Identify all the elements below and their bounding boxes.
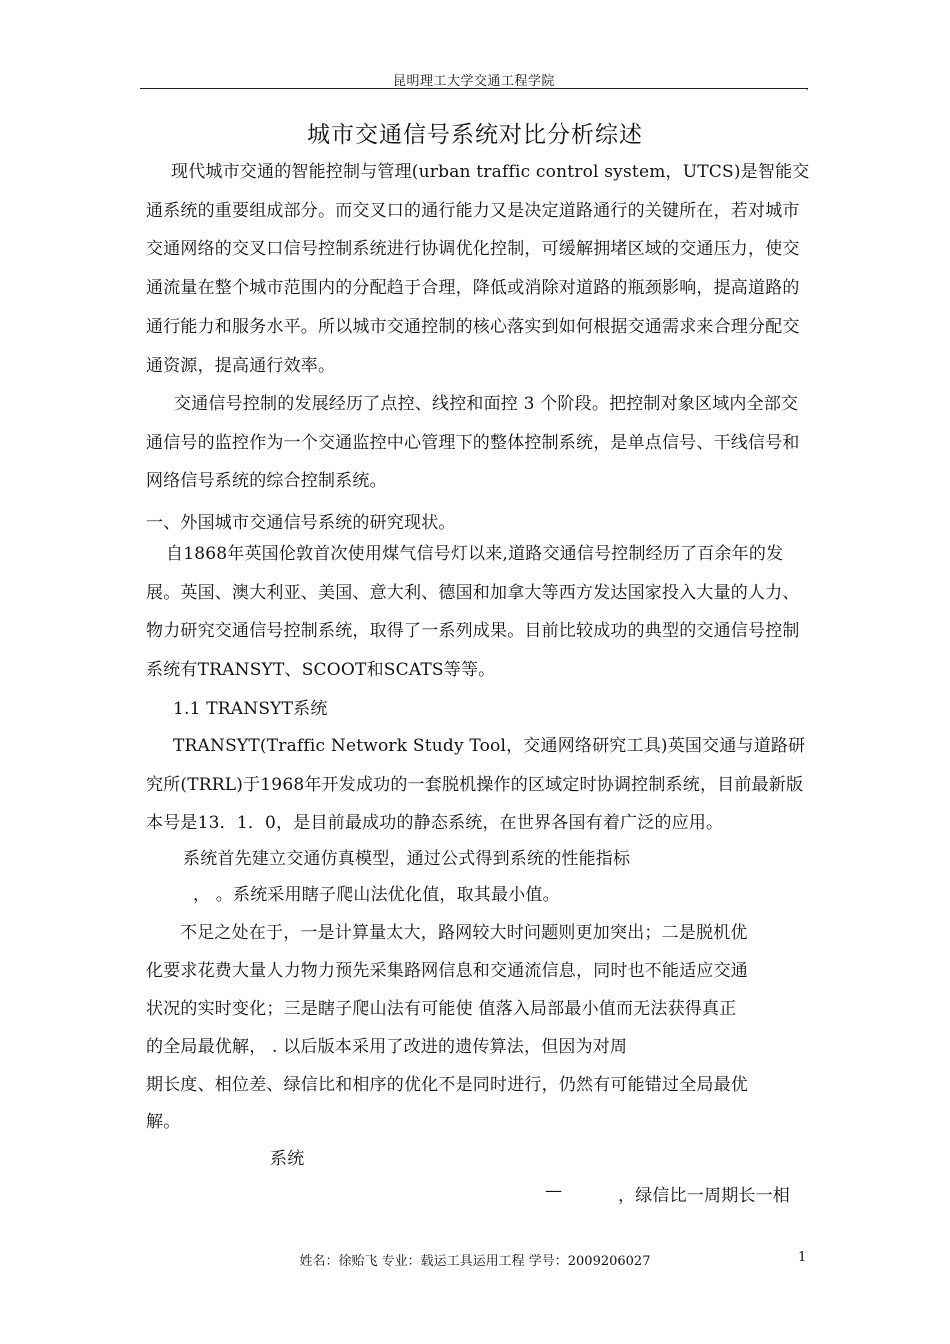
- paragraph-transyt: TRANSYT(Traffic Network Study Tool，交通网络研究工具)英国交通与道路研究所(TRRL)于1968年开发成功的一套脱机操作的区域定时协调控制系统，目前最新版本号是13．1．0，是目前最成功的静态系统，在世界各国有着广泛的应用。: [146, 736, 806, 834]
- paragraph-drawbacks-line3: 状况的实时变化；三是瞎子爬山法有可能使 值落入局部最小值而无法获得真正: [146, 999, 737, 1019]
- page-number: 1: [798, 1250, 807, 1265]
- fragment-dash: —: [545, 1181, 563, 1201]
- paragraph-model-line1: 系统首先建立交通仿真模型，通过公式得到系统的性能指标: [183, 849, 631, 869]
- fragment-tail: ，绿信比一周期长一相: [618, 1186, 790, 1206]
- header-institution: 昆明理工大学交通工程学院: [392, 74, 555, 89]
- header-mark: ,: [806, 82, 809, 92]
- paragraph-drawbacks-line6: 解。: [146, 1112, 181, 1132]
- paragraph-intro: 现代城市交通的智能控制与管理(urban traffic control system，UTCS)是智能交通系统的重要组成部分。而交叉口的通行能力又是决定道路通行的关键所在，若对城市交通网络的交叉口信号控制系统进行协调优化控制，可缓解拥堵区域的交通压力，使交通流量在整个城市范围内的分配趋于合理，降低或消除对道路的瓶颈影响，提高道路的通行能力和服务水平。所以城市交通控制的核心落实到如何根据交通需求来合理分配交通资源，提高通行效率。: [146, 162, 810, 376]
- footer-author-info: 姓名：徐贻飞 专业：载运工具运用工程 学号：2009206027: [299, 1254, 651, 1269]
- header-rule: [140, 88, 808, 89]
- paragraph-drawbacks-line2: 化要求花费大量人力物力预先采集路网信息和交通流信息，同时也不能适应交通: [146, 961, 748, 981]
- paragraph-drawbacks-line4: 的全局最优解， . 以后版本采用了改进的遗传算法，但因为对周: [146, 1037, 628, 1057]
- subsection-heading: 1.1 TRANSYT系统: [173, 699, 328, 719]
- paragraph-drawbacks-line5: 期长度、相位差、绿信比和相序的优化不是同时进行，仍然有可能错过全局最优: [146, 1075, 748, 1095]
- document-title: 城市交通信号系统对比分析综述: [307, 122, 643, 148]
- fragment-system: 系统: [270, 1149, 305, 1169]
- paragraph-model-line2: ， 。系统采用瞎子爬山法优化值，取其最小值。: [193, 885, 560, 905]
- section-heading: 一、外国城市交通信号系统的研究现状。: [146, 513, 456, 533]
- paragraph-history: 自1868年英国伦敦首次使用煤气信号灯以来,道路交通信号控制经历了百余年的发展。英国、澳大利亚、美国、意大利、德国和加拿大等西方发达国家投入大量的人力、物力研究交通信号控制系统，取得了一系列成果。目前比较成功的典型的交通信号控制系统有TRANSYT、SCOOT和SCATS等等。: [146, 544, 800, 681]
- paragraph-development: 交通信号控制的发展经历了点控、线控和面控 3 个阶段。把控制对象区域内全部交通信号的监控作为一个交通监控中心管理下的整体控制系统，是单点信号、干线信号和网络信号系统的综合控制系统。: [146, 394, 800, 492]
- paragraph-drawbacks-line1: 不足之处在于，一是计算量太大，路网较大时问题则更加突出；二是脱机优: [180, 923, 748, 943]
